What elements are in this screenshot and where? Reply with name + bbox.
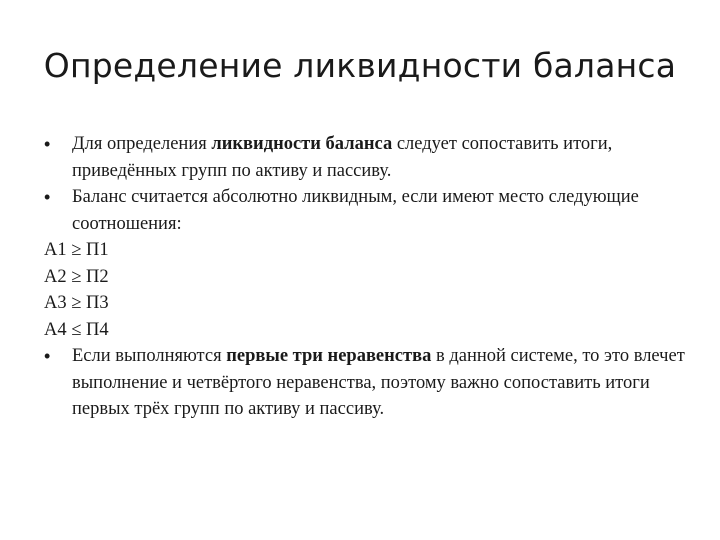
bullet-icon: • — [44, 134, 51, 154]
p1-text-after: следует сопоставить итоги, приведённых групп по активу и пассиву. — [72, 134, 613, 181]
condition-line: А1 ≥ П1 — [44, 240, 109, 260]
p2-text: Баланс считается абсолютно ликвидным, если имеют место следующие соотношения: — [72, 187, 639, 234]
p3-text-bold: первые три неравенства — [226, 346, 432, 366]
condition-line: А3 ≥ П3 — [44, 293, 109, 313]
bullet-icon: • — [44, 187, 51, 207]
p3-text-before: Если выполняются — [72, 346, 227, 366]
bullet-paragraph-3 — [44, 343, 694, 423]
bullet-icon: • — [44, 346, 51, 366]
p1-text-bold: ликвидности баланса — [211, 134, 393, 154]
slide-body — [44, 131, 694, 423]
bullet-paragraph-1 — [44, 131, 694, 184]
slide-title: Определение ликвидности баланса — [43, 46, 677, 85]
condition-line: А2 ≥ П2 — [44, 266, 109, 287]
condition-line: А4 ≤ П4 — [44, 319, 109, 340]
bullet-paragraph-2 — [44, 184, 694, 237]
p1-text-before: Для определения — [72, 134, 212, 154]
p3-text-after: в данной системе, то это влечет выполнение и четвёртого неравенства, поэтому важно сопоставить итоги первых трёх групп по активу и пассиву. — [72, 346, 685, 419]
